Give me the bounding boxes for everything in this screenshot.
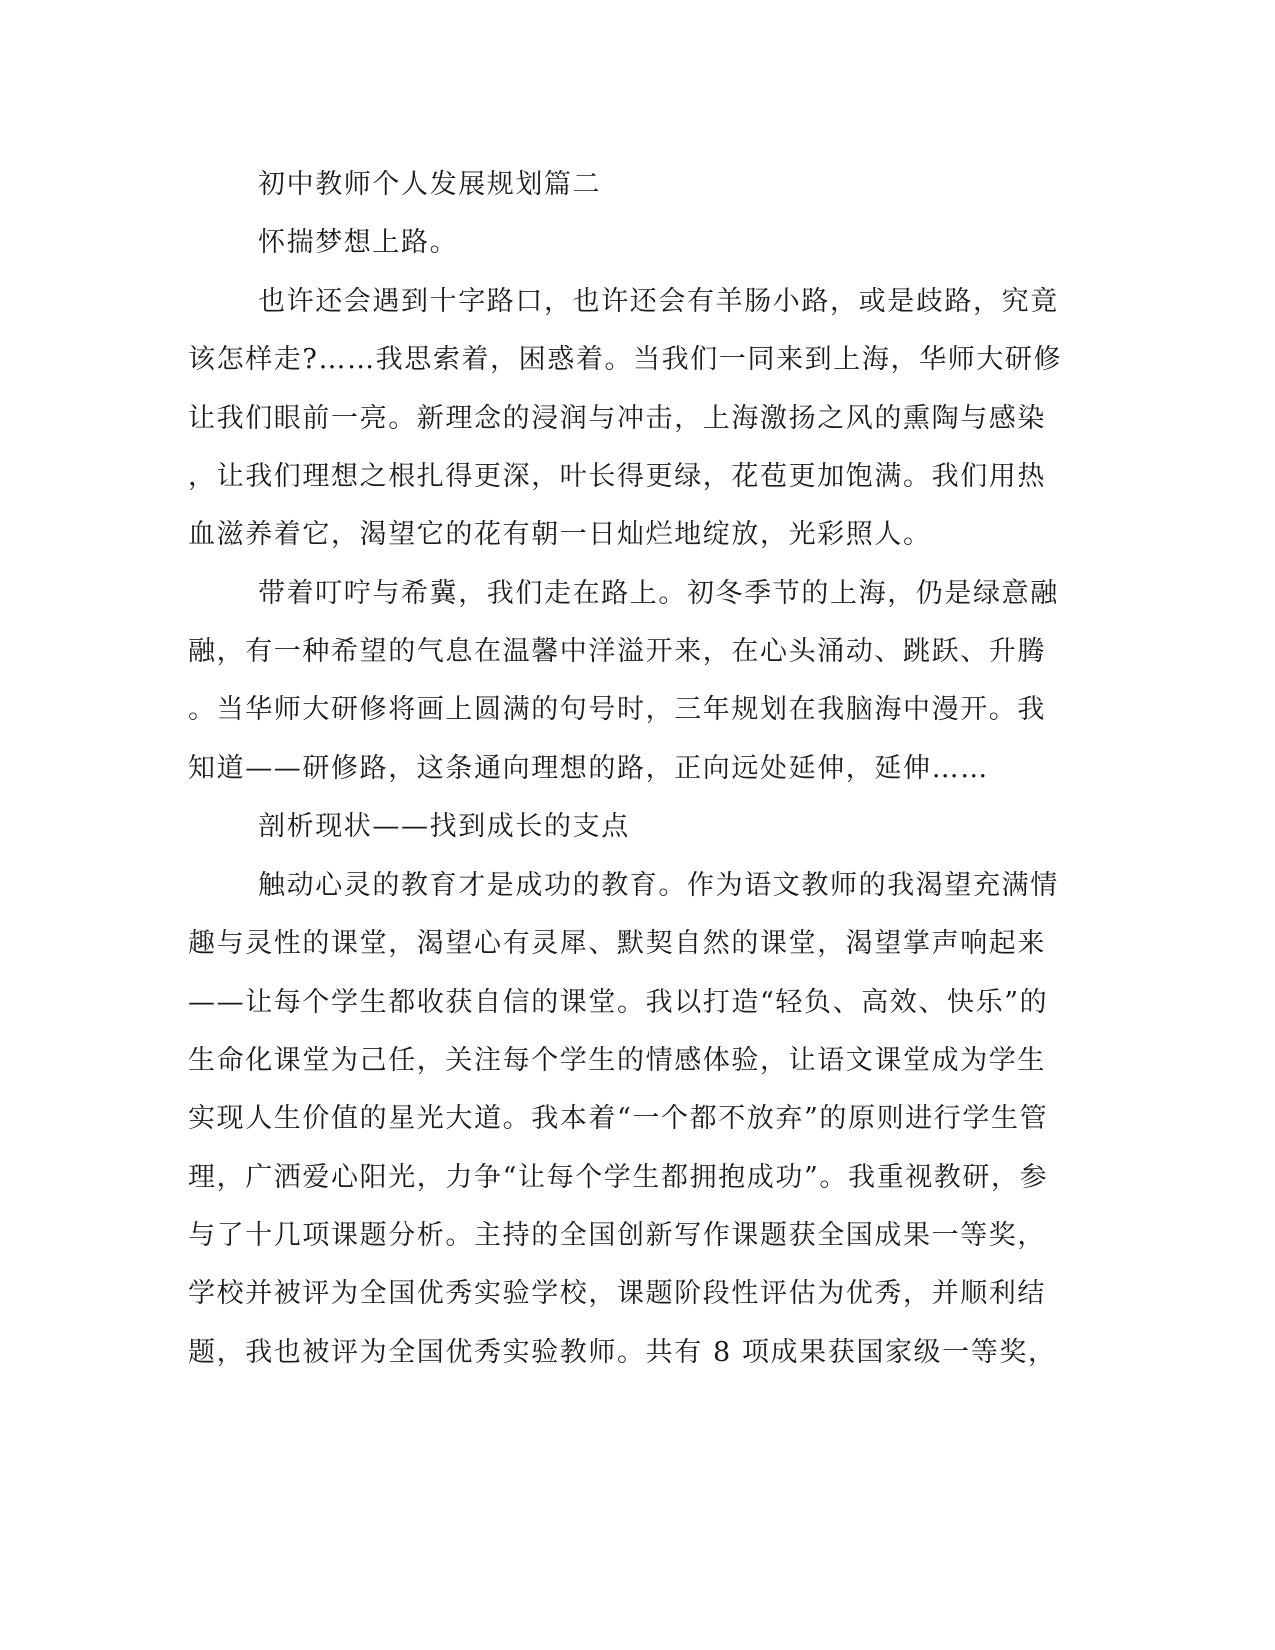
paragraph-line: 趣与灵性的课堂，渴望心有灵犀、默契自然的课堂，渴望掌声响起来 (188, 928, 1046, 959)
paragraph-line: 实现人生价值的星光大道。我本着“一个都不放弃”的原则进行学生管 (188, 1103, 1049, 1134)
paragraph-line: 题，我也被评为全国优秀实验教师。共有 8 项成果获国家级一等奖， (188, 1337, 1057, 1368)
paragraph-line: 知道——研修路，这条通向理想的路，正向远处延伸，延伸…… (188, 753, 989, 784)
paragraph-line: 血滋养着它，渴望它的花有朝一日灿烂地绽放，光彩照人。 (188, 519, 932, 550)
document-title: 初中教师个人发展规划篇二 (258, 169, 602, 200)
paragraph-line: 融，有一种希望的气息在温馨中洋溢开来，在心头涌动、跳跃、升腾 (188, 636, 1046, 667)
section-heading: 剖析现状——找到成长的支点 (258, 811, 630, 842)
paragraph-line: 学校并被评为全国优秀实验学校，课题阶段性评估为优秀，并顺利结 (188, 1278, 1046, 1309)
section-heading: 怀揣梦想上路。 (258, 227, 459, 258)
paragraph-line: 让我们眼前一亮。新理念的浸润与冲击，上海激扬之风的熏陶与感染 (188, 403, 1046, 434)
paragraph-line: 生命化课堂为己任，关注每个学生的情感体验，让语文课堂成为学生 (188, 1045, 1046, 1076)
paragraph-line: ，让我们理想之根扎得更深，叶长得更绿，花苞更加饱满。我们用热 (188, 461, 1046, 492)
paragraph-line: 理，广洒爱心阳光，力争“让每个学生都拥抱成功”。我重视教研，参 (188, 1162, 1049, 1193)
paragraph-line: 与了十几项课题分析。主持的全国创新写作课题获全国成果一等奖， (188, 1220, 1046, 1251)
paragraph-line: 。当华师大研修将画上圆满的句号时，三年规划在我脑海中漫开。我 (188, 694, 1046, 725)
paragraph-line: ——让每个学生都收获自信的课堂。我以打造“轻负、高效、快乐”的 (188, 987, 1049, 1018)
paragraph-line: 该怎样走?……我思索着，困惑着。当我们一同来到上海，华师大研修 (188, 344, 1063, 375)
paragraph-line: 带着叮咛与希冀，我们走在路上。初冬季节的上海，仍是绿意融 (258, 578, 1059, 609)
paragraph-line: 触动心灵的教育才是成功的教育。作为语文教师的我渴望充满情 (258, 870, 1059, 901)
paragraph-line: 也许还会遇到十字路口，也许还会有羊肠小路，或是歧路，究竟 (258, 286, 1059, 317)
